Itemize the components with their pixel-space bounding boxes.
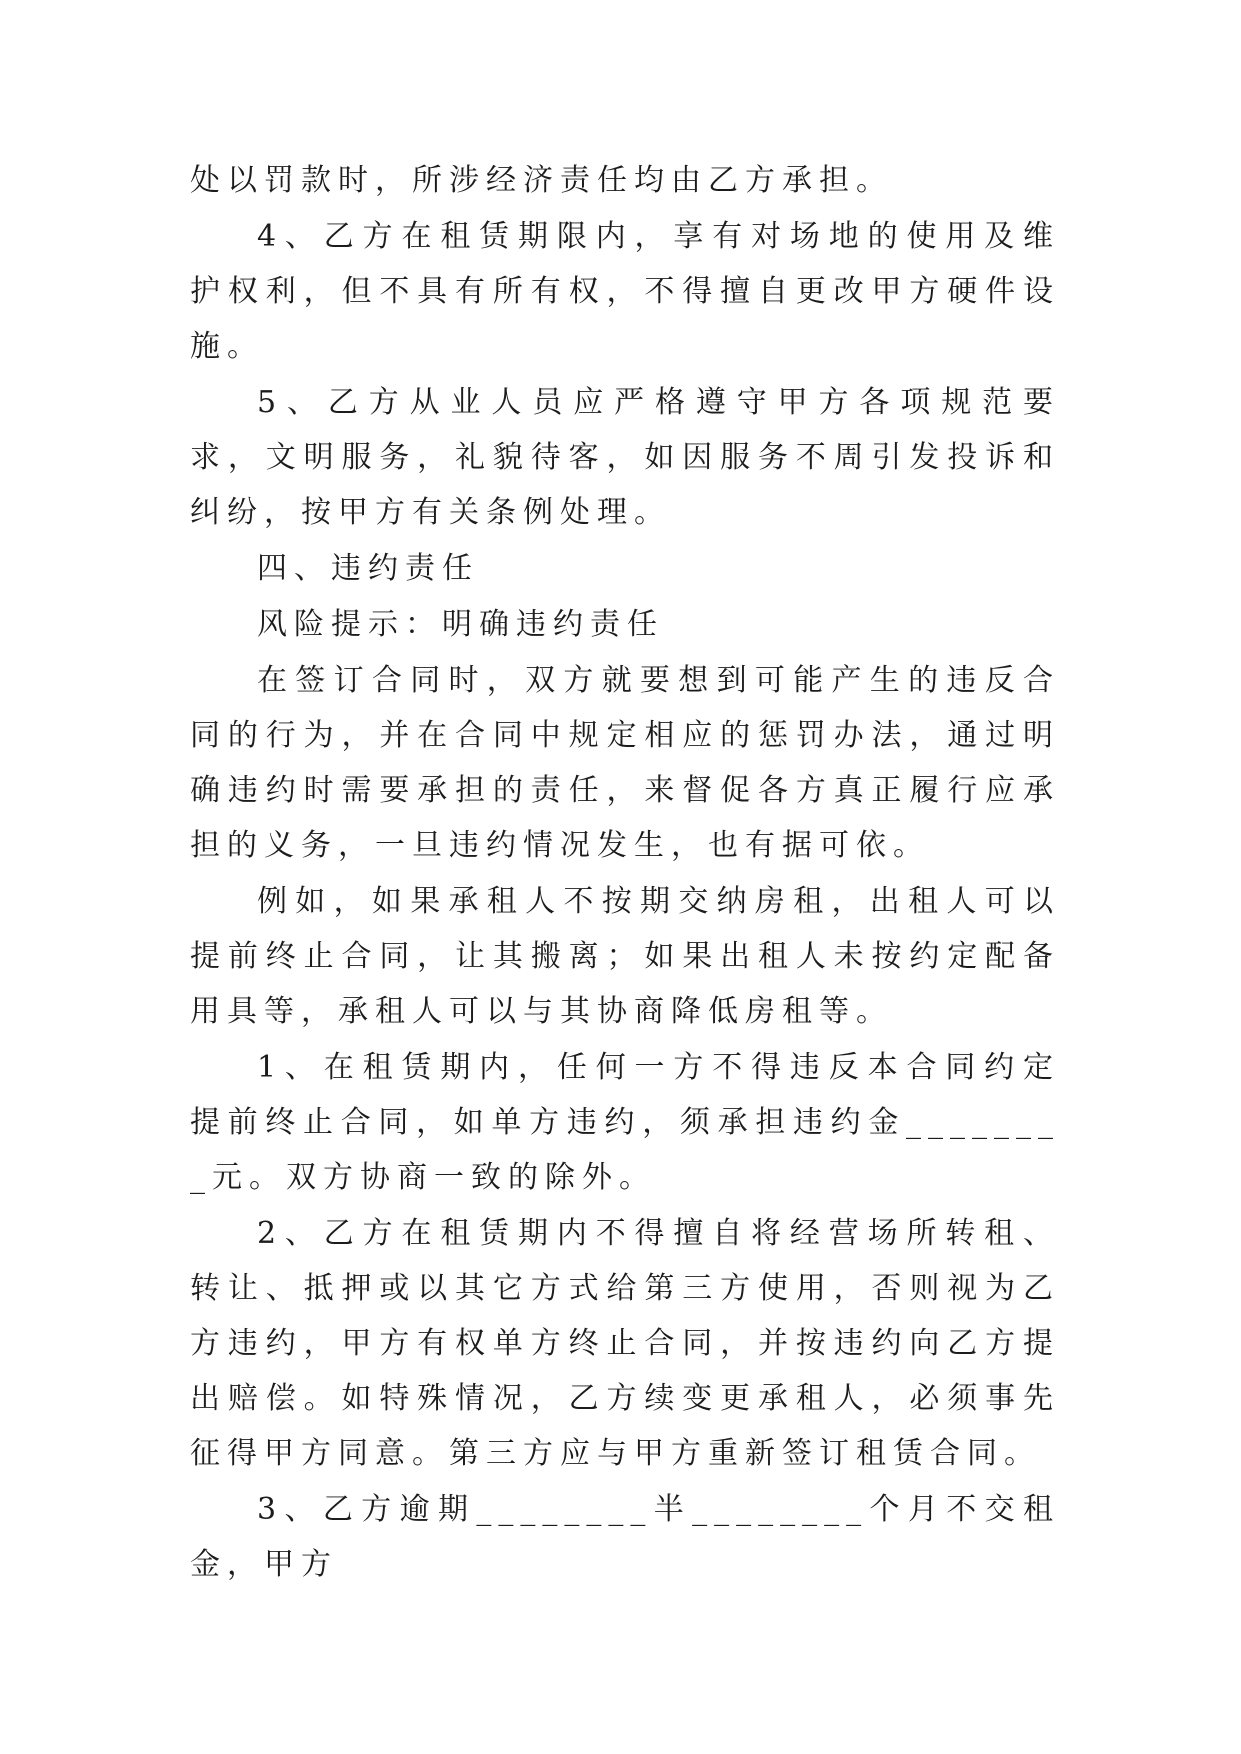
clause-4: 4、乙方在租赁期限内，享有对场地的使用及维护权利，但不具有所有权，不得擅自更改甲方硬件设施。 [190, 219, 1060, 364]
clause-5: 5、乙方从业人员应严格遵守甲方各项规范要求，文明服务，礼貌待客，如因服务不周引发投诉和纠纷，按甲方有关条例处理。 [190, 385, 1060, 530]
explanation-paragraph: 在签订合同时，双方就要想到可能产生的违反合同的行为，并在合同中规定相应的惩罚办法，通过明确违约时需要承担的责任，来督促各方真正履行应承担的义务，一旦违约情况发生，也有据可依。 [190, 663, 1060, 863]
section-heading-breach: 四、违约责任 [257, 551, 479, 586]
risk-tip: 风险提示：明确违约责任 [257, 607, 664, 642]
breach-clause-2: 2、乙方在租赁期内不得擅自将经营场所转租、转让、抵押或以其它方式给第三方使用，否则视为乙方违约，甲方有权单方终止合同，并按违约向乙方提出赔偿。如特殊情况，乙方续变更承租人，必须事先征得甲方同意。第三方应与甲方重新签订租赁合同。 [190, 1216, 1060, 1471]
breach-clause-1: 1、在租赁期内，任何一方不得违反本合同约定提前终止合同，如单方违约，须承担违约金________元。双方协商一致的除外。 [190, 1050, 1060, 1195]
example-paragraph: 例如，如果承租人不按期交纳房租，出租人可以提前终止合同，让其搬离；如果出租人未按约定配备用具等，承租人可以与其协商降低房租等。 [190, 884, 1060, 1029]
breach-clause-3: 3、乙方逾期________半________个月不交租金，甲方 [190, 1492, 1060, 1582]
document-body [190, 153, 1060, 1593]
paragraph-continuation: 处以罚款时，所涉经济责任均由乙方承担。 [190, 163, 893, 198]
